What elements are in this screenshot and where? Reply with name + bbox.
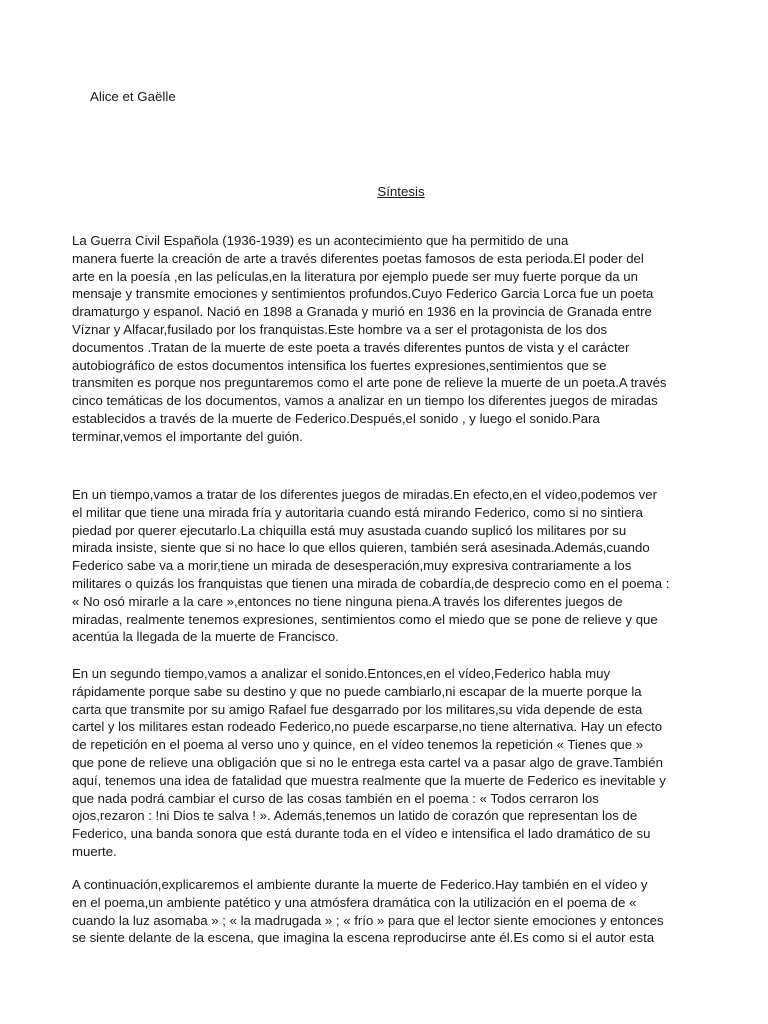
paragraph-ambiente: A continuación,explicaremos el ambiente durante la muerte de Federico.Hay también en el vídeo y en el poema,un ambiente patético y una atmósfera dramática con la utilización en el poema de « cuando la luz asomaba » ; « la madrugada » ; « frío » para que el lector siente emociones y entonces se siente delante de la escena, que imagina la escena reproducirse ante él.Es como si el autor esta: [72, 877, 664, 946]
document-authors: Alice et Gaëlle: [90, 89, 176, 104]
paragraph-introduction: La Guerra Civil Española (1936-1939) es un acontecimiento que ha permitido de una manera fuerte la creación de arte a través diferentes poetas famosos de esta perioda.El poder del arte en la poesía ,en las películas,en la literatura por ejemplo puede ser muy fuerte porque da un mensaje y transmite emociones y sentimientos profundos.Cuyo Federico Garcia Lorca fue un poeta dramaturgo y espanol. Nació en 1898 a Granada y murió en 1936 en la provincia de Granada entre Víznar y Alfacar,fusilado por los franquistas.Este hombre va a ser el protagonista de los dos documentos .Tratan de la muerte de este poeta a través diferentes puntos de vista y el carácter autobiográfico de estos documentos intensifica los fuertes expresiones,sentimientos que se transmiten es porque nos preguntaremos como el arte pone de relieve la muerte de un poeta.A través cinco temáticas de los documentos, vamos a analizar en un tiempo los diferentes juegos de miradas establecidos a través de la muerte de Federico.Después,el sonido , y luego el sonido.Para terminar,vemos el importante del guión.: [72, 233, 667, 444]
paragraph-miradas: En un tiempo,vamos a tratar de los diferentes juegos de miradas.En efecto,en el vídeo,podemos ver el militar que tiene una mirada fría y autoritaria cuando está mirando Federico, como si no sintiera piedad por querer ejecutarlo.La chiquilla está muy asustada cuando suplicó los militares por su mirada insiste, siente que si no hace lo que ellos quieren, también será asesinada.Además,cuando Federico sabe va a morir,tiene un mirada de desesperación,muy expresiva contrariamente a los militares o quizás los franquistas que tienen una mirada de cobardía,de desprecio como en el poema : « No osó mirarle a la care »,entonces no tiene ninguna piena.A través los diferentes juegos de miradas, realmente tenemos expresiones, sentimientos como el miedo que se pone de relieve y que acentúa la llegada de la muerte de Francisco.: [72, 487, 670, 645]
document-title: [0, 183, 768, 201]
document-title-text: Síntesis: [377, 184, 425, 199]
paragraph-sonido: En un segundo tiempo,vamos a analizar el sonido.Entonces,en el vídeo,Federico habla muy rápidamente porque sabe su destino y que no puede cambiarlo,ni escapar de la muerte porque la carta que transmite por su amigo Rafael fue desgarrado por los militares,su vida depende de esta cartel y los militares estan rodeado Federico,no puede escarparse,no tiene alternativa. Hay un efecto de repetición en el poema al verso uno y quince, en el vídeo tenemos la repetición « Tienes que » que pone de relieve una obligación que si no le entrega esta cartel va a pasar algo de grave.También aquí, tenemos una idea de fatalidad que muestra realmente que la muerte de Federico es inevitable y que nada podrá cambiar el curso de las cosas también en el poema : « Todos cerraron los ojos,rezaron : !ni Dios te salva ! ». Además,tenemos un latido de corazón que representan los de Federico, una banda sonora que está durante toda en el vídeo e intensifica el lado dramático de su muerte.: [72, 666, 666, 859]
